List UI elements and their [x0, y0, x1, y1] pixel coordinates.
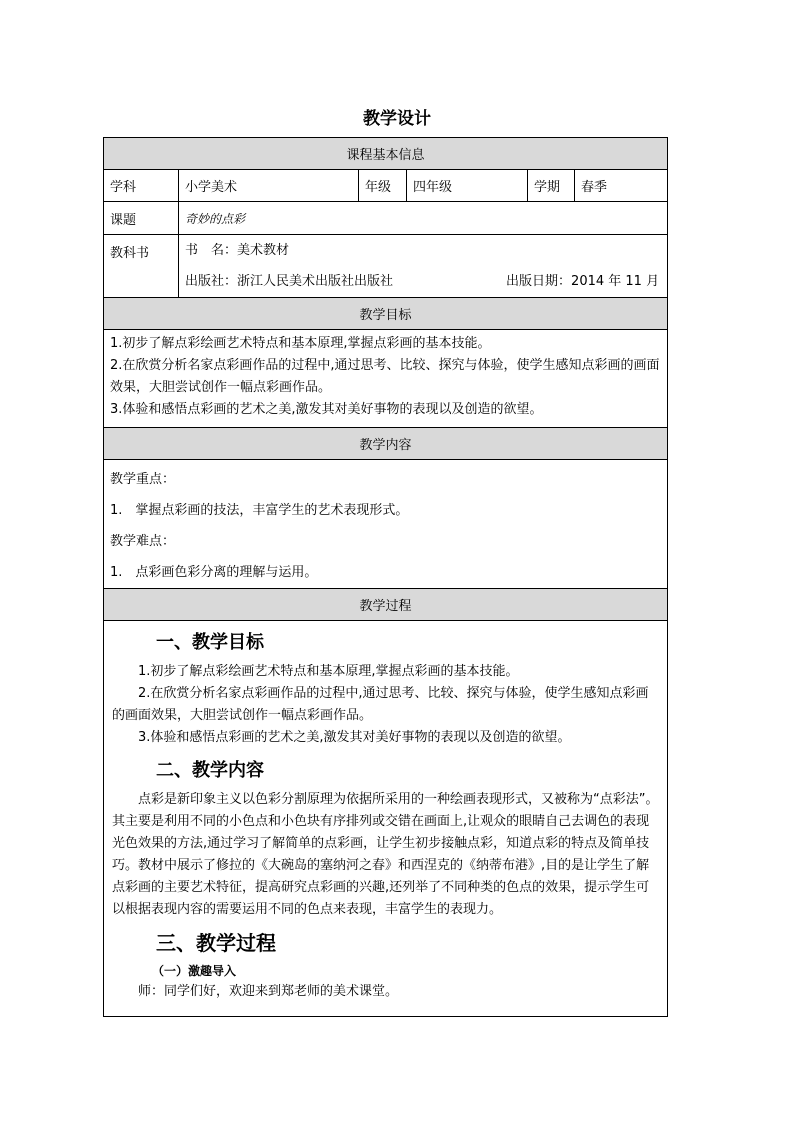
- intro-line: 师：同学们好，欢迎来到郑老师的美术课堂。: [138, 984, 399, 999]
- textbook-label: 教科书: [104, 235, 179, 298]
- goals-cell: [104, 330, 668, 428]
- difficult-point: 1. 点彩画色彩分离的理解与运用。: [110, 565, 318, 580]
- goal-item: 2.在欣赏分析名家点彩画作品的过程中,通过思考、比较、探究与体验，使学生感知点彩画的画面效果，大胆尝试创作一幅点彩画作品。: [110, 358, 660, 395]
- goal-item: 3.体验和感悟点彩画的艺术之美,激发其对美好事物的表现以及创造的欲望。: [110, 402, 543, 417]
- process-goal-item: 1.初步了解点彩绘画艺术特点和基本原理,掌握点彩画的基本技能。: [138, 664, 519, 679]
- difficult-point-label: 教学难点：: [110, 534, 176, 549]
- term-value: 春季: [575, 170, 668, 202]
- publish-date: 出版日期：2014 年 11 月: [506, 274, 660, 289]
- subheading-intro: （一）激趣导入: [152, 964, 237, 978]
- heading-goals: 一、教学目标: [156, 632, 264, 653]
- section-process: 教学过程: [104, 589, 668, 621]
- subject-value: 小学美术: [179, 170, 359, 202]
- section-goals: 教学目标: [104, 298, 668, 330]
- section-content: 教学内容: [104, 428, 668, 460]
- lesson-plan-table: [103, 137, 668, 1017]
- content-cell: [104, 460, 668, 589]
- publisher: 出版社：浙江人民美术出版社出版社: [185, 274, 394, 289]
- content-paragraph: 点彩是新印象主义以色彩分割原理为依据所采用的一种绘画表现形式，又被称为“点彩法”。其主要是利用不同的小色点和小色块有序排列或交错在画面上,让观众的眼睛自己去调色的表现光色效果的方法,通过学习了解简单的点彩画，让学生初步接触点彩，知道点彩的特点及简单技巧。教材中展示了修拉的《大碗岛的塞纳河之春》和西涅克的《纳蒂布港》,目的是让学生了解点彩画的主要艺术特征，提高研究点彩画的兴趣,还列举了不同种类的色点的效果，提示学生可以根据表现内容的需要运用不同的色点来表现，丰富学生的表现力。: [112, 792, 659, 917]
- process-cell: [104, 621, 668, 1017]
- goal-item: 1.初步了解点彩绘画艺术特点和基本原理,掌握点彩画的基本技能。: [110, 336, 491, 351]
- grade-value: 四年级: [407, 170, 528, 202]
- section-basic-info: 课程基本信息: [104, 138, 668, 170]
- heading-process: 三、教学过程: [156, 931, 276, 955]
- key-point: 1. 掌握点彩画的技法，丰富学生的艺术表现形式。: [110, 503, 409, 518]
- topic-value: 奇妙的点彩: [179, 202, 668, 235]
- topic-label: 课题: [104, 202, 179, 235]
- process-goal-item: 2.在欣赏分析名家点彩画作品的过程中,通过思考、比较、探究与体验，使学生感知点彩画的画面效果，大胆尝试创作一幅点彩画作品。: [112, 686, 649, 723]
- document-title: 教学设计: [363, 109, 431, 129]
- publisher-line: [179, 266, 667, 297]
- grade-label: 年级: [359, 170, 407, 202]
- book-name: 书 名：美术教材: [185, 243, 290, 258]
- key-point-label: 教学重点：: [110, 472, 176, 487]
- term-label: 学期: [528, 170, 575, 202]
- subject-label: 学科: [104, 170, 179, 202]
- process-goal-item: 3.体验和感悟点彩画的艺术之美,激发其对美好事物的表现以及创造的欲望。: [138, 730, 571, 745]
- heading-content: 二、教学内容: [156, 760, 264, 781]
- textbook-info: [179, 235, 668, 298]
